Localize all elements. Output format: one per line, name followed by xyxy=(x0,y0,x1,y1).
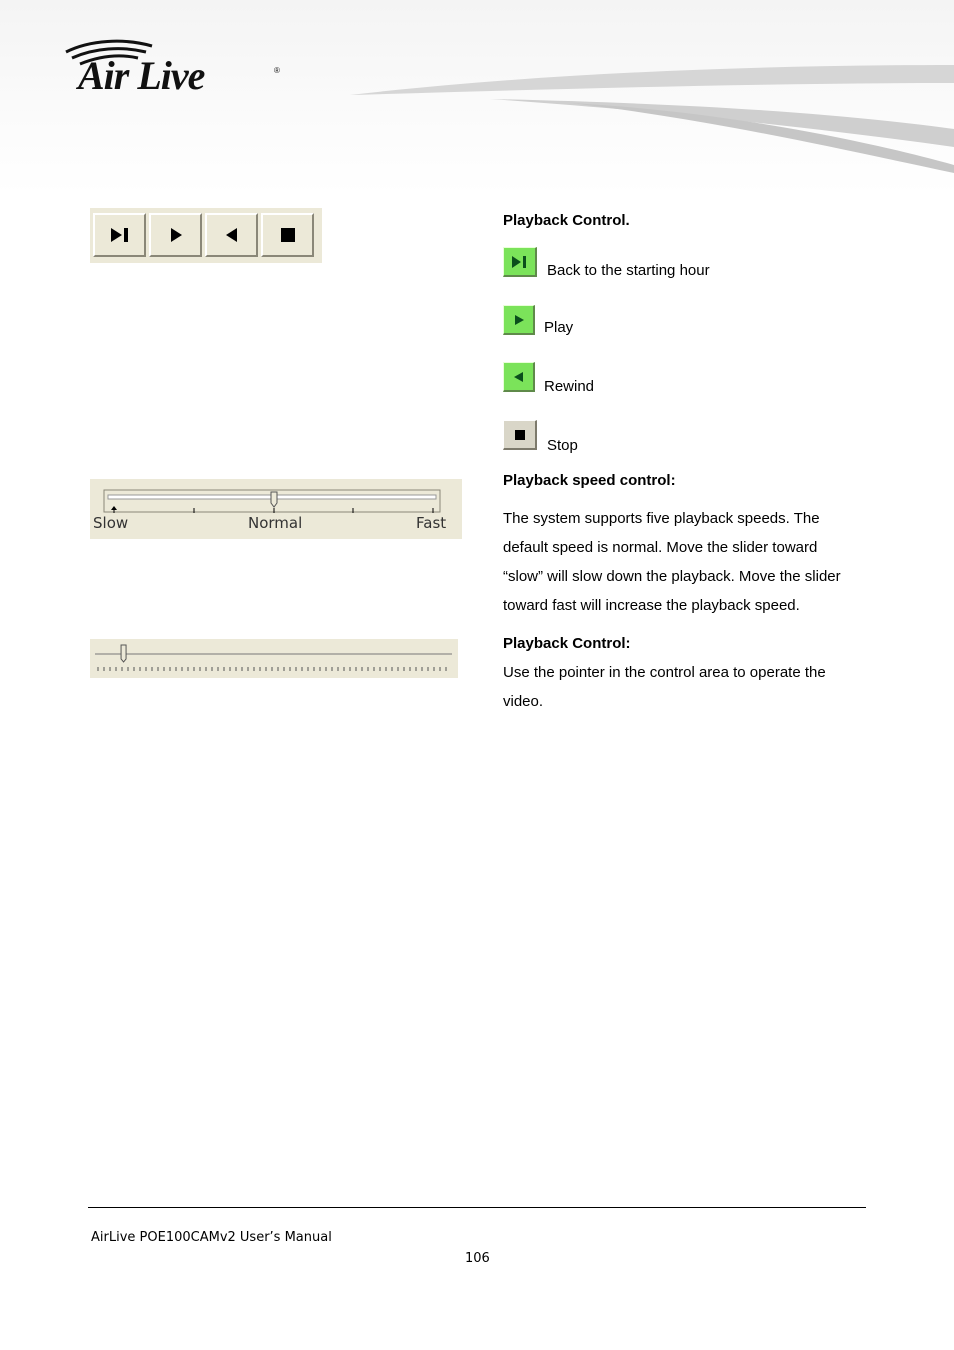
speed-slider-thumb xyxy=(271,492,277,507)
legend-label-stop: Stop xyxy=(547,437,578,454)
pointer-description-line: Use the pointer in the control area to operate the xyxy=(503,664,826,681)
skip-to-start-button[interactable] xyxy=(93,213,146,257)
speed-description-line: “slow” will slow down the playback. Move the slider xyxy=(503,568,841,585)
play-button[interactable] xyxy=(149,213,202,257)
pointer-description-line: video. xyxy=(503,693,544,710)
legend-label-rewind: Rewind xyxy=(544,378,595,395)
pointer-description xyxy=(503,658,826,716)
rewind-button[interactable] xyxy=(205,213,258,257)
speed-label-slow: Slow xyxy=(93,514,129,532)
logo-wordmark: Air Live xyxy=(78,53,205,98)
footer-rule xyxy=(88,1207,866,1208)
speed-description-line: default speed is normal. Move the slider toward xyxy=(503,539,818,556)
header-swoosh xyxy=(340,55,954,175)
play-icon xyxy=(513,314,525,326)
play-legend-button xyxy=(503,305,535,335)
speed-description-line: toward fast will increase the playback speed. xyxy=(503,597,800,614)
rewind-icon xyxy=(513,371,525,383)
stop-button[interactable] xyxy=(261,213,314,257)
speed-slider-panel xyxy=(90,479,462,539)
play-icon xyxy=(168,227,184,243)
stop-icon xyxy=(280,227,296,243)
speed-label-fast: Fast xyxy=(416,514,447,532)
speed-description xyxy=(503,504,841,620)
legend-label-back-to-start: Back to the starting hour xyxy=(547,262,710,279)
speed-label-normal: Normal xyxy=(248,514,303,532)
skip-to-start-icon xyxy=(510,255,530,269)
stop-icon xyxy=(514,429,526,441)
seek-slider[interactable] xyxy=(90,639,458,678)
airlive-logo xyxy=(62,38,292,104)
skip-to-start-legend-button xyxy=(503,247,537,277)
rewind-legend-button xyxy=(503,362,535,392)
logo-registered-mark: ® xyxy=(274,66,280,75)
footer-manual-title: AirLive POE100CAMv2 User’s Manual xyxy=(91,1230,332,1245)
skip-to-start-icon xyxy=(109,227,131,243)
speed-slider[interactable] xyxy=(90,479,462,539)
playback-button-bar xyxy=(90,208,322,263)
speed-control-title: Playback speed control: xyxy=(503,472,676,489)
stop-legend-button xyxy=(503,420,537,450)
seek-slider-thumb xyxy=(121,645,126,662)
page-number: 106 xyxy=(465,1251,490,1266)
pointer-control-title: Playback Control: xyxy=(503,635,631,652)
rewind-icon xyxy=(224,227,240,243)
seek-slider-panel xyxy=(90,639,458,678)
legend-label-play: Play xyxy=(544,319,574,336)
playback-control-title: Playback Control. xyxy=(503,212,630,229)
speed-description-line: The system supports five playback speeds. The xyxy=(503,510,820,527)
